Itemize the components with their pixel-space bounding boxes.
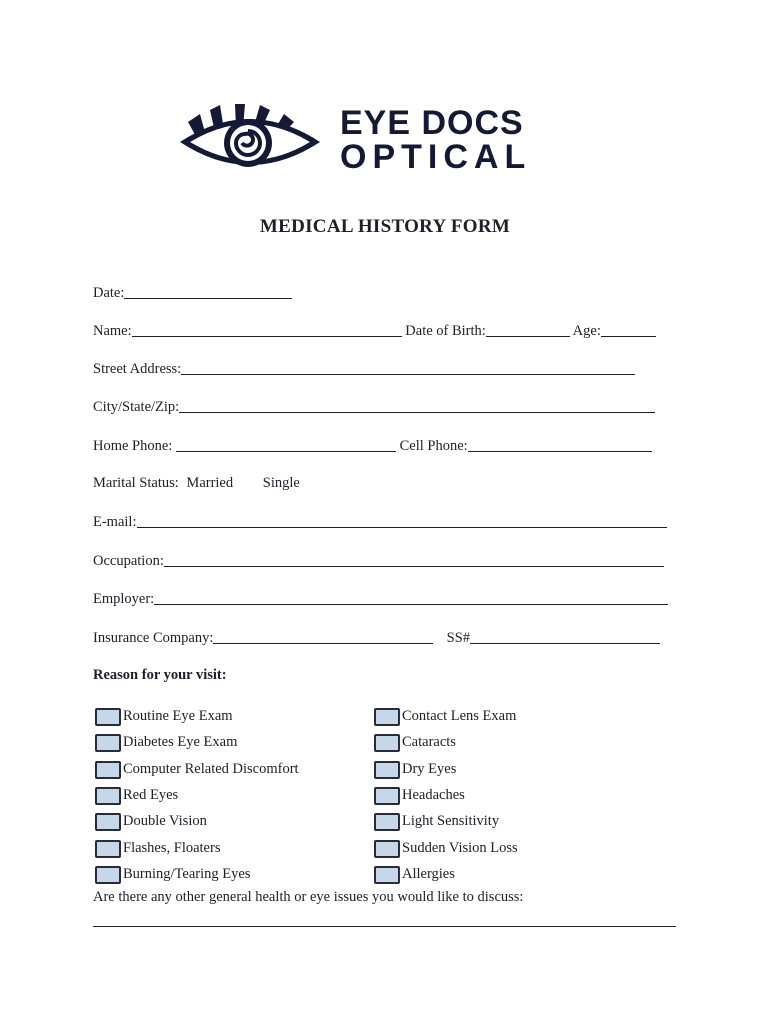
option-label: Diabetes Eye Exam	[123, 734, 238, 750]
employer-row	[93, 590, 668, 608]
city-label: City/State/Zip:	[93, 399, 180, 415]
checkbox[interactable]	[95, 708, 121, 726]
checkbox[interactable]	[374, 840, 400, 858]
email-row	[93, 513, 667, 531]
option-label: Allergies	[402, 866, 455, 882]
option-label: Sudden Vision Loss	[402, 840, 518, 856]
eye-logo-icon	[180, 100, 330, 180]
employer-field[interactable]	[154, 590, 668, 605]
reason-option-headaches[interactable]	[374, 787, 465, 809]
name-row	[93, 322, 656, 340]
ss-label: SS#	[446, 630, 471, 646]
form-title: MEDICAL HISTORY FORM	[259, 216, 511, 237]
single-option[interactable]: Single	[262, 475, 300, 491]
email-field[interactable]	[137, 513, 667, 528]
checkbox[interactable]	[95, 866, 121, 884]
other-issues-question: Are there any other general health or eye issues you would like to discuss:	[93, 889, 524, 905]
occupation-row	[93, 552, 664, 570]
marital-row	[93, 475, 300, 492]
reason-option-light-sensitivity[interactable]	[374, 813, 499, 835]
reason-option-routine-eye-exam[interactable]	[95, 708, 233, 730]
reason-option-dry-eyes[interactable]	[374, 761, 456, 783]
reason-option-flashes-floaters[interactable]	[95, 840, 220, 862]
checkbox[interactable]	[374, 708, 400, 726]
reason-option-burning-tearing-eyes[interactable]	[95, 866, 250, 888]
street-row	[93, 360, 635, 378]
checkbox[interactable]	[95, 813, 121, 831]
checkbox[interactable]	[374, 761, 400, 779]
option-label: Red Eyes	[123, 787, 179, 803]
reason-option-diabetes-eye-exam[interactable]	[95, 734, 237, 756]
option-label: Cataracts	[402, 734, 456, 750]
option-label: Contact Lens Exam	[402, 708, 517, 724]
option-label: Routine Eye Exam	[123, 708, 233, 724]
checkbox[interactable]	[95, 734, 121, 752]
insurance-row	[93, 629, 660, 647]
date-row	[93, 284, 292, 302]
reason-option-contact-lens-exam[interactable]	[374, 708, 516, 730]
reason-option-allergies[interactable]	[374, 866, 455, 888]
city-row	[93, 398, 655, 416]
date-field[interactable]	[124, 284, 292, 299]
cell-phone-field[interactable]	[468, 437, 652, 452]
name-label: Name:	[93, 323, 132, 339]
option-label: Flashes, Floaters	[123, 840, 221, 856]
option-label: Computer Related Discomfort	[123, 761, 299, 777]
employer-label: Employer:	[93, 591, 155, 607]
insurance-label: Insurance Company:	[93, 630, 214, 646]
checkbox[interactable]	[374, 813, 400, 831]
checkbox[interactable]	[374, 787, 400, 805]
home-phone-field[interactable]	[176, 437, 396, 452]
phone-row	[93, 437, 652, 455]
reason-option-computer-related-discomfort[interactable]	[95, 761, 299, 783]
reason-option-red-eyes[interactable]	[95, 787, 178, 809]
occupation-label: Occupation:	[93, 553, 164, 569]
checkbox[interactable]	[95, 840, 121, 858]
brand-line-1: EYE DOCS	[340, 104, 524, 142]
option-label: Double Vision	[123, 813, 207, 829]
other-issues-field[interactable]	[93, 926, 676, 927]
home-phone-label: Home Phone:	[93, 438, 173, 454]
reason-option-double-vision[interactable]	[95, 813, 207, 835]
checkbox[interactable]	[374, 866, 400, 884]
insurance-field[interactable]	[213, 629, 433, 644]
age-field[interactable]	[601, 322, 656, 337]
age-label: Age:	[572, 323, 601, 339]
email-label: E-mail:	[93, 514, 137, 530]
married-option[interactable]: Married	[186, 475, 234, 491]
option-label: Burning/Tearing Eyes	[123, 866, 251, 882]
name-field[interactable]	[132, 322, 402, 337]
occupation-field[interactable]	[164, 552, 664, 567]
dob-field[interactable]	[486, 322, 570, 337]
option-label: Dry Eyes	[402, 761, 457, 777]
brand-line-2: OPTICAL	[340, 138, 532, 176]
eye-docs-logo	[180, 100, 580, 180]
date-label: Date:	[93, 285, 125, 301]
reason-heading: Reason for your visit:	[93, 667, 227, 683]
option-label: Light Sensitivity	[402, 813, 500, 829]
checkbox[interactable]	[95, 761, 121, 779]
option-label: Headaches	[402, 787, 465, 803]
reason-option-cataracts[interactable]	[374, 734, 456, 756]
ss-field[interactable]	[470, 629, 660, 644]
checkbox[interactable]	[374, 734, 400, 752]
cell-phone-label: Cell Phone:	[399, 438, 468, 454]
city-field[interactable]	[179, 398, 655, 413]
checkbox[interactable]	[95, 787, 121, 805]
dob-label: Date of Birth:	[405, 323, 486, 339]
marital-label: Marital Status:	[93, 475, 179, 491]
street-field[interactable]	[181, 360, 635, 375]
street-label: Street Address:	[93, 361, 182, 377]
reason-option-sudden-vision-loss[interactable]	[374, 840, 518, 862]
